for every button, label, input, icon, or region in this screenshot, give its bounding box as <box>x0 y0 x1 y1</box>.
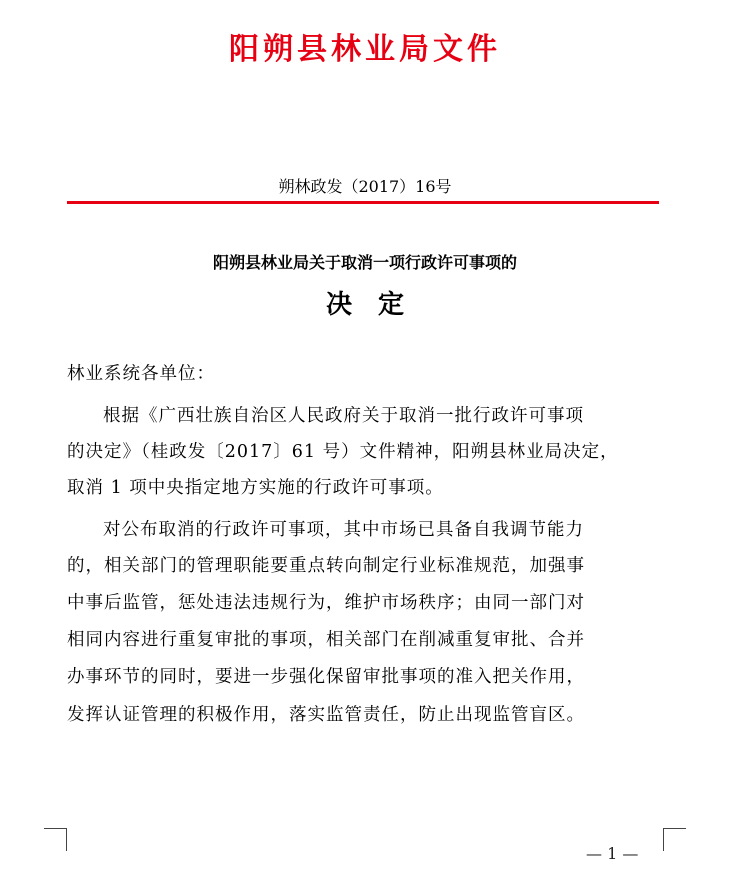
paragraph-2-line-3: 中事后监管，惩处违法违规行为，维护市场秩序；由同一部门对 <box>67 593 585 613</box>
paragraph-2-line-4: 相同内容进行重复审批的事项，相关部门在削减重复审批、合并 <box>67 630 585 650</box>
page-number: — 1 — <box>586 844 639 863</box>
paragraph-2-line-6: 发挥认证管理的积极作用，落实监管责任，防止出现监管盲区。 <box>67 705 585 725</box>
page-corner-mark-left <box>44 828 67 851</box>
document-title <box>0 242 730 326</box>
document-title-line-1: 阳朔县林业局关于取消一项行政许可事项的 <box>212 253 517 272</box>
paragraph-2-line-5: 办事环节的同时，要进一步强化保留审批事项的准入把关作用， <box>67 667 585 687</box>
page-corner-mark-right <box>663 828 686 851</box>
document-title-line-2: 决定 <box>325 290 430 320</box>
document-number: 朔林政发（2017）16号 <box>278 177 452 196</box>
addressee: 林业系统各单位： <box>67 364 215 384</box>
paragraph-1-line-3: 取消 1 项中央指定地方实施的行政许可事项。 <box>67 478 444 498</box>
paragraph-2-line-1: 对公布取消的行政许可事项，其中市场已具备自我调节能力 <box>103 520 584 540</box>
paragraph-1-line-1: 根据《广西壮族自治区人民政府关于取消一批行政许可事项 <box>103 406 584 426</box>
red-separator-line <box>67 201 659 204</box>
paragraph-2-line-2: 的，相关部门的管理职能要重点转向制定行业标准规范，加强事 <box>67 556 585 576</box>
paragraph-1-line-2: 的决定》（桂政发〔2017〕61 号）文件精神，阳朔县林业局决定， <box>67 442 619 462</box>
document-header-title: 阳朔县林业局文件 <box>229 32 501 67</box>
